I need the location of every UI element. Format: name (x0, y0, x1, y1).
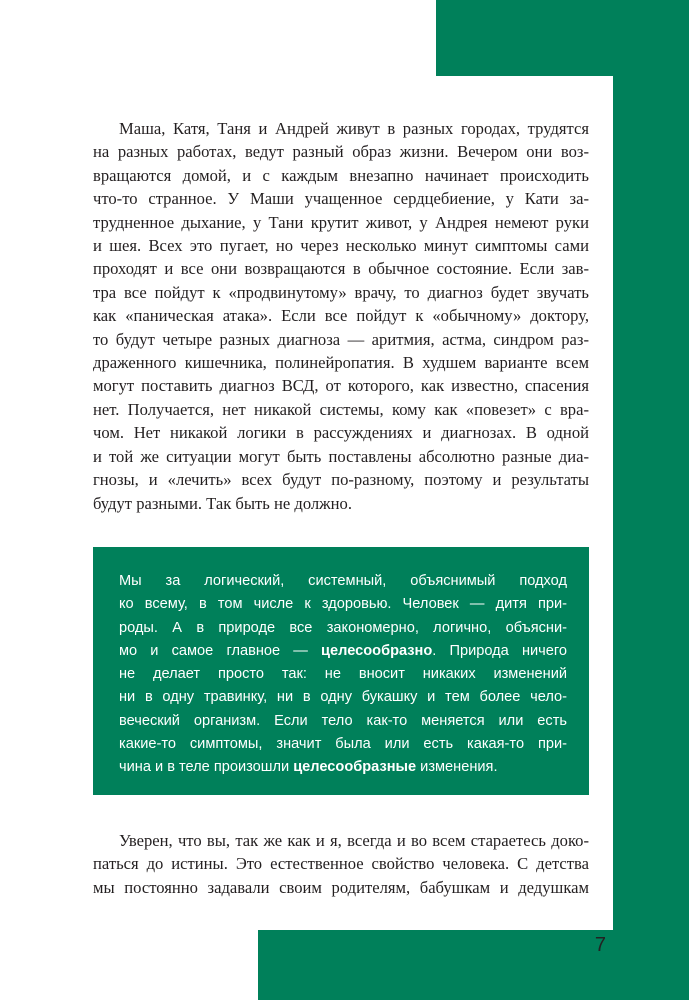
text-line: вращаются домой, и с каждым внезапно начинает происходить (93, 165, 589, 185)
emphasis-word: целесообразно (321, 642, 433, 659)
callout-line: ко всему, в том числе к здоровью. Человек — дитя при- (119, 596, 567, 613)
text-line: тра все пойдут к «продвинутому» врачу, то диагноз будет звучать (93, 282, 589, 302)
text-line: и шея. Всех это пугает, но через несколько минут симптомы сами (93, 236, 589, 256)
text-line: гнозы, и «лечить» всех будут по-разному, поэтому и результаты (93, 470, 589, 490)
callout-line: веческий организм. Если тело как-то меняется или есть (119, 712, 567, 729)
callout-text (119, 570, 567, 780)
text-line: как «паническая атака». Если все пойдут к «обычному» доктору, (93, 306, 589, 326)
text-line: чом. Нет никакой логики в рассуждениях и диагнозах. В одной (93, 423, 589, 443)
body-paragraph-2 (93, 829, 589, 899)
emphasis-word: целесообразные (293, 759, 417, 776)
text-line: будут разными. Так быть не должно. (93, 493, 352, 513)
text-line: проходят и все они возвращаются в обычное состояние. Если зав- (93, 259, 589, 279)
text-line: Уверен, что вы, так же как и я, всегда и во всем стараетесь доко- (119, 831, 589, 850)
callout-line: ни в одну травинку, ни в одну букашку и тем более чело- (119, 689, 567, 706)
text-line: могут поставить диагноз ВСД, от которого, как известно, спасения (93, 376, 589, 396)
callout-line: какие-то симптомы, значит была или есть какая-то при- (119, 736, 567, 753)
callout-text-segment: чина и в теле произошли (119, 759, 294, 776)
callout-box (93, 547, 589, 795)
callout-line (119, 756, 567, 779)
text-line: драженного кишечника, полинейропатия. В худшем варианте всем (93, 353, 589, 373)
callout-text-segment: изменения. (416, 759, 498, 776)
text-line: то будут четыре разных диагноза — аритмия, астма, синдром раз- (93, 329, 589, 349)
text-line: что-то странное. У Маши учащенное сердцебиение, у Кати за- (93, 189, 589, 209)
callout-line: не делает просто так: не вносит никаких изменений (119, 666, 567, 683)
text-line: трудненное дыхание, у Тани крутит живот, у Андрея немеют руки (93, 212, 589, 232)
callout-line: Мы за логический, системный, объяснимый подход (119, 573, 567, 589)
text-line: нет. Получается, нет никакой системы, кому как «повезет» с вра- (93, 399, 589, 419)
green-side-band (613, 0, 689, 1000)
text-line: Маша, Катя, Таня и Андрей живут в разных городах, трудятся (119, 119, 589, 138)
green-bottom-band (258, 930, 689, 1000)
callout-line (119, 640, 567, 663)
text-line: на разных работах, ведут разный образ жизни. Вечером они воз- (93, 142, 589, 162)
callout-text-segment: мо и самое главное — (119, 642, 322, 659)
body-paragraph-1 (93, 117, 589, 515)
callout-text-segment: . Природа ничего (432, 642, 567, 659)
text-line: паться до истины. Это естественное свойство человека. С детства (93, 854, 589, 874)
text-line: и той же ситуации могут быть поставлены абсолютно разные диа- (93, 446, 589, 466)
callout-line: роды. А в природе все закономерно, логично, объясни- (119, 619, 567, 636)
page-number: 7 (594, 934, 606, 956)
text-line: мы постоянно задавали своим родителям, бабушкам и дедушкам (93, 877, 589, 897)
